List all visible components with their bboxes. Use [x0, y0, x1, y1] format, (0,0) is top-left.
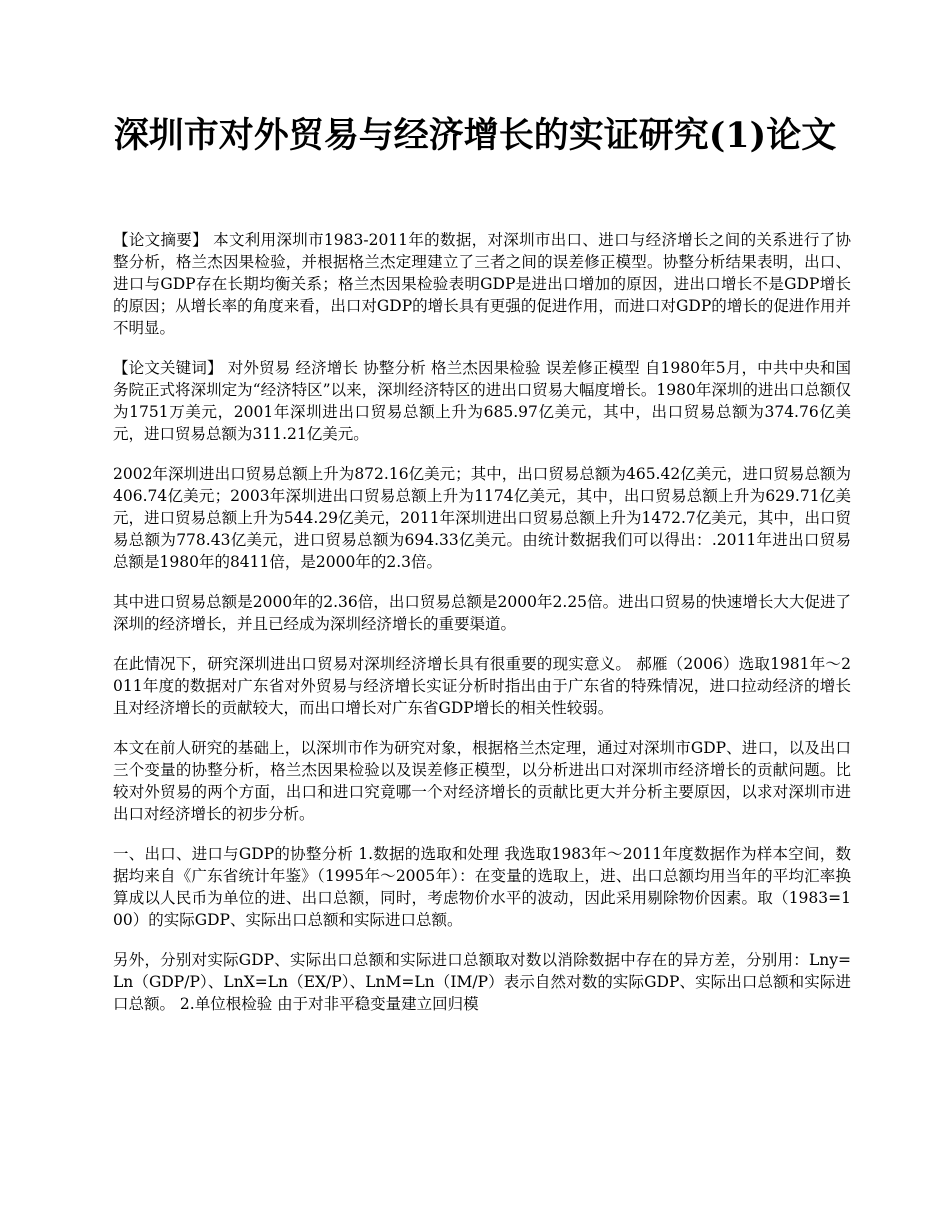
paragraph-abstract: 【论文摘要】 本文利用深圳市1983-2011年的数据，对深圳市出口、进口与经济增长之间的关系进行了协整分析，格兰杰因果检验，并根据格兰杰定理建立了三者之间的误差修正模型。协整分析结果表明，出口、进口与GDP存在长期均衡关系；格兰杰因果检验表明GDP是进出口增加的原因，进出口增长不是GDP增长的原因；从增长率的角度来看，出口对GDP的增长具有更强的促进作用，而进口对GDP的增长的促进作用并不明显。: [113, 231, 851, 337]
paragraph: 其中进口贸易总额是2000年的2.36倍，出口贸易总额是2000年2.25倍。进出口贸易的快速增长大大促进了深圳的经济增长，并且已经成为深圳经济增长的重要渠道。: [113, 593, 851, 633]
paragraph: 本文在前人研究的基础上，以深圳市作为研究对象，根据格兰杰定理，通过对深圳市GDP、进口，以及出口三个变量的协整分析，格兰杰因果检验以及误差修正模型，以分析进出口对深圳市经济增长的贡献问题。比较对外贸易的两个方面，出口和进口究竟哪一个对经济增长的贡献比更大并分析主要原因，以求对深圳市进出口对经济增长的初步分析。: [113, 739, 851, 823]
document-title: 深圳市对外贸易与经济增长的实证研究(1)论文: [113, 115, 837, 156]
paragraph: 一、出口、进口与GDP的协整分析 1.数据的选取和处理 我选取1983年～2011年度数据作为样本空间，数据均来自《广东省统计年鉴》（1995年～2005年）：在变量的选取上，进、出口总额均用当年的平均汇率换算成以人民币为单位的进、出口总额，同时，考虑物价水平的波动，因此采用剔除物价因素。取（1983=100）的实际GDP、实际出口总额和实际进口总额。: [113, 845, 851, 929]
paragraph-keywords: 【论文关键词】 对外贸易 经济增长 协整分析 格兰杰因果检验 误差修正模型 自1980年5月，中共中央和国务院正式将深圳定为“经济特区”以来，深圳经济特区的进出口贸易大幅度增长。1980年深圳的进出口总额仅为1751万美元，2001年深圳进出口贸易总额上升为685.97亿美元，其中，出口贸易总额为374.76亿美元，进口贸易总额为311.21亿美元。: [113, 359, 851, 443]
paragraph: 另外，分别对实际GDP、实际出口总额和实际进口总额取对数以消除数据中存在的异方差，分别用：Lny=Ln（GDP/P）、LnX=Ln（EX/P）、LnM=Ln（IM/P）表示自然对数的实际GDP、实际出口总额和实际进口总额。 2.单位根检验 由于对非平稳变量建立回归模: [113, 951, 851, 1013]
document-body: [113, 229, 851, 1033]
paragraph: 在此情况下，研究深圳进出口贸易对深圳经济增长具有很重要的现实意义。 郝雁（2006）选取1981年～2011年度的数据对广东省对外贸易与经济增长实证分析时指出由于广东省的特殊情况，进口拉动经济的增长且对经济增长的贡献较大，而出口增长对广东省GDP增长的相关性较弱。: [113, 655, 851, 717]
paragraph: 2002年深圳进出口贸易总额上升为872.16亿美元；其中，出口贸易总额为465.42亿美元，进口贸易总额为406.74亿美元；2003年深圳进出口贸易总额上升为1174亿美元，其中，出口贸易总额上升为629.71亿美元，进口贸易总额上升为544.29亿美元，2011年深圳进出口贸易总额上升为1472.7亿美元，其中，出口贸易总额为778.43亿美元，进口贸易总额为694.33亿美元。由统计数据我们可以得出：.2011年进出口贸易总额是1980年的8411倍，是2000年的2.3倍。: [113, 465, 851, 571]
